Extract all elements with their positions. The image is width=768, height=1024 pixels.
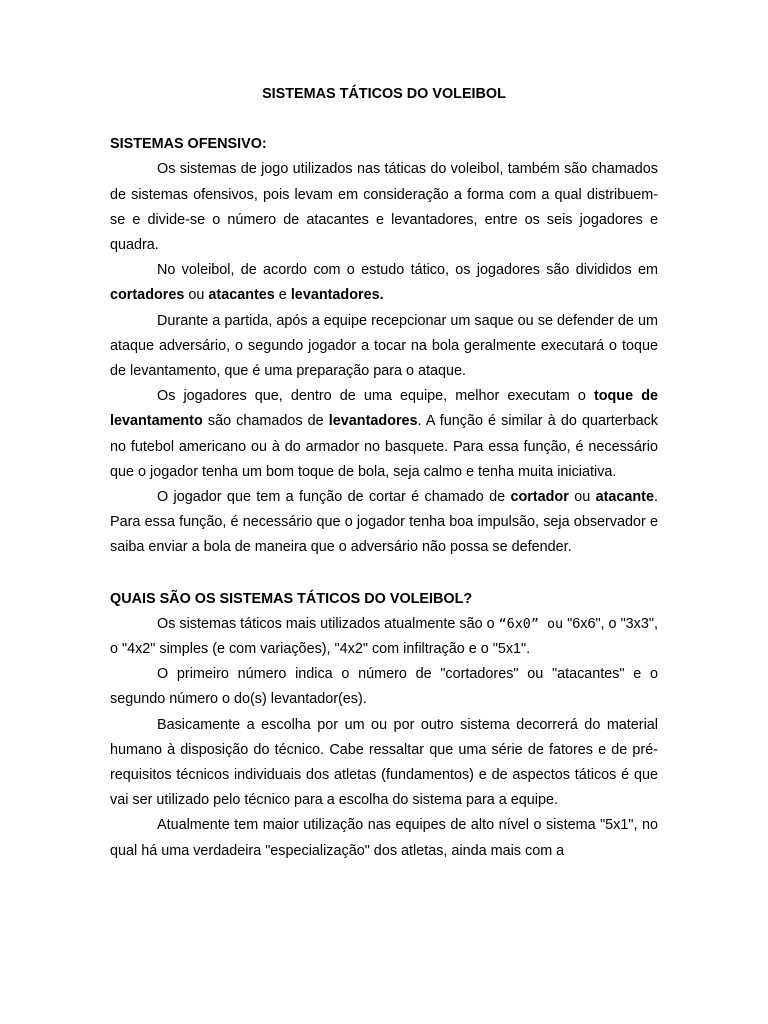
bold-term: cortador: [510, 489, 569, 506]
paragraph: [110, 258, 658, 308]
text-run: Os sistemas de jogo utilizados nas táticas do voleibol, também são chamados de sistemas ofensivos, pois levam em consideração a forma com a qual distribuem-se e divide-se o número de atacantes e levantadores, entre os seis jogadores e quadra.: [110, 161, 658, 254]
bold-term: atacantes: [208, 287, 275, 304]
text-run: Basicamente a escolha por um ou por outro sistema decorrerá do material humano à disposição do técnico. Cabe ressaltar que uma série de fatores e de pré-requisitos técnicos individuais dos atletas (fundamentos) e de aspectos táticos é que vai ser utilizado pelo técnico para a escolha do sistema para a equipe.: [110, 716, 658, 809]
text-run: ou: [568, 489, 596, 506]
paragraph: [110, 485, 658, 561]
section-spacer: [110, 561, 658, 587]
section-heading: SISTEMAS OFENSIVO:: [110, 136, 267, 153]
text-run: Os sistemas táticos mais utilizados atualmente são o: [157, 615, 499, 632]
paragraph: [110, 813, 658, 863]
bold-term: levantadores: [328, 413, 418, 430]
bold-term: atacante: [595, 489, 654, 506]
text-run: e: [274, 287, 291, 304]
bold-term: levantadores.: [290, 287, 384, 304]
paragraph: [110, 713, 658, 814]
text-run: Durante a partida, após a equipe recepcionar um saque ou se defender de um ataque adversário, o segundo jogador a tocar na bola geralmente executará o toque de levantamento, que é uma preparação para o ataque.: [110, 312, 658, 380]
text-run: ou: [184, 287, 209, 304]
text-run: Atualmente tem maior utilização nas equipes de alto nível o sistema "5x1", no qual há uma verdadeira "especialização" dos atletas, ainda mais com a: [110, 817, 658, 859]
text-run: No voleibol, de acordo com o estudo tático, os jogadores são divididos em: [157, 262, 658, 279]
paragraph: [110, 662, 658, 712]
bold-term: cortadores: [110, 287, 185, 304]
paragraph: [110, 384, 658, 485]
bold-term: toque de levantamento: [110, 388, 658, 430]
paragraph: [110, 157, 658, 258]
text-run: são chamados de: [202, 413, 329, 430]
text-run: Os jogadores que, dentro de uma equipe, melhor executam o: [157, 388, 594, 405]
text-run: "6x6", o "3x3", o "4x2" simples (e com variações), "4x2" com infiltração e o "5x1".: [110, 615, 658, 658]
text-run: . A função é similar à do quarterback no futebol americano ou à do armador no basquete. Para essa função, é necessário que o jogador tenha um bom toque de bola, seja calmo e tenha muita iniciativa.: [110, 413, 658, 480]
document-body: [110, 132, 658, 864]
paragraph: [110, 309, 658, 385]
text-run: . Para essa função, é necessário que o jogador tenha boa impulsão, seja observador e saiba enviar a bola de maneira que o adversário não possa se defender.: [110, 489, 658, 556]
document-title: SISTEMAS TÁTICOS DO VOLEIBOL: [262, 86, 506, 102]
document-page: [110, 76, 658, 864]
paragraph: [110, 612, 658, 662]
text-run: O primeiro número indica o número de "cortadores" ou "atacantes" e o segundo número o do(s) levantador(es).: [110, 666, 658, 708]
text-run: O jogador que tem a função de cortar é chamado de: [157, 489, 511, 506]
monospace-run: “6x0” ou: [498, 616, 564, 632]
section-heading: QUAIS SÃO OS SISTEMAS TÁTICOS DO VOLEIBOL?: [110, 590, 473, 607]
